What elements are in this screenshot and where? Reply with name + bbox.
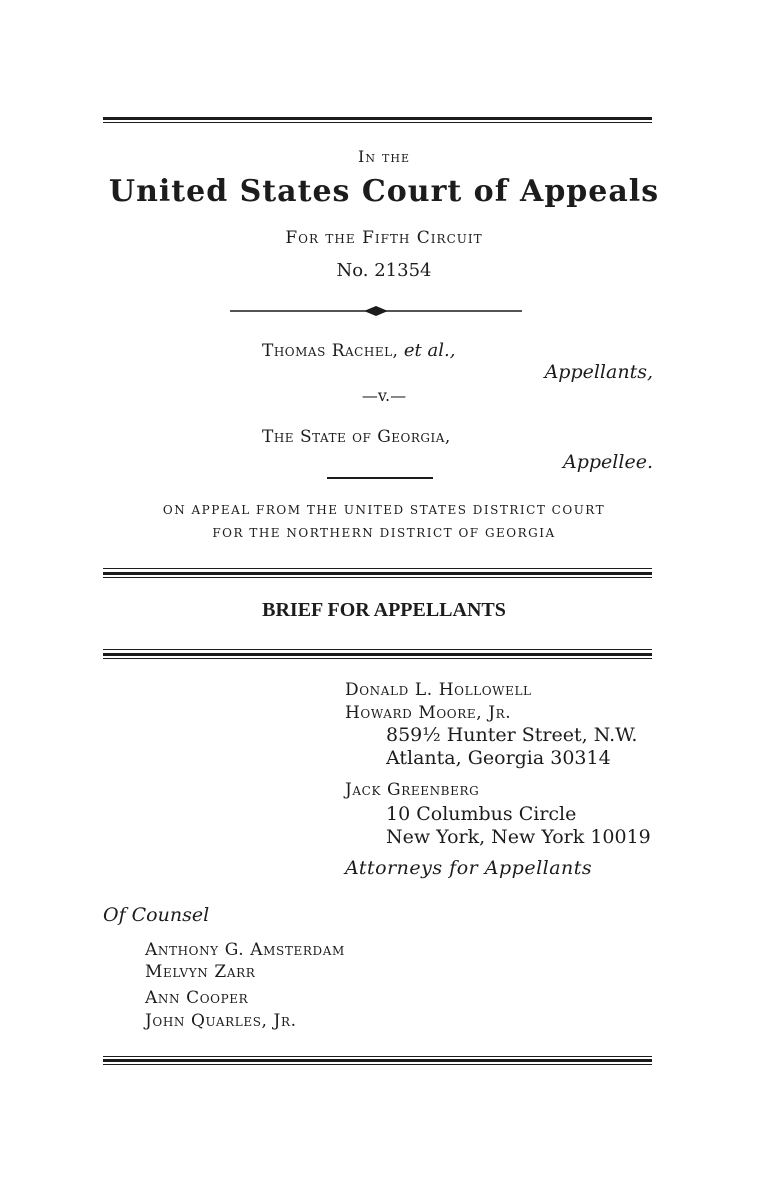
appellants-party (262, 340, 455, 361)
address-1-line-1: 859½ Hunter Street, N.W. (386, 724, 638, 746)
bottom-rule (103, 1054, 652, 1065)
appellants-name: Thomas Rachel, (262, 341, 399, 361)
appeal-line-1: ON APPEAL FROM THE UNITED STATES DISTRICT COURT (162, 503, 606, 517)
appellee-role: Appellee. (563, 451, 653, 473)
top-rule (103, 117, 652, 123)
ornament-divider (230, 305, 522, 317)
attorney-name-2: Howard Moore, Jr. (345, 703, 512, 723)
counsel-name: Melvyn Zarr (145, 962, 256, 982)
versus-label: —v.— (361, 386, 407, 405)
rule-above-title (103, 566, 652, 578)
short-divider (327, 477, 433, 479)
rule-below-title (103, 647, 652, 659)
brief-title: BRIEF FOR APPELLANTS (262, 599, 506, 621)
court-name: United States Court of Appeals (108, 174, 660, 209)
address-2-line-1: 10 Columbus Circle (386, 803, 577, 825)
attorney-name-1: Donald L. Hollowell (345, 680, 532, 700)
counsel-name: Ann Cooper (145, 988, 249, 1008)
address-1-line-2: Atlanta, Georgia 30314 (386, 747, 611, 769)
attorney-name-3: Jack Greenberg (345, 780, 480, 800)
appellants-etal: et al., (403, 340, 456, 361)
counsel-name: John Quarles, Jr. (145, 1011, 297, 1031)
circuit-label: For the Fifth Circuit (285, 228, 483, 248)
case-number: No. 21354 (336, 260, 432, 281)
counsel-name: Anthony G. Amsterdam (145, 940, 345, 960)
appeal-line-2: FOR THE NORTHERN DISTRICT OF GEORGIA (212, 526, 556, 540)
address-2-line-2: New York, New York 10019 (386, 826, 651, 848)
attorneys-role: Attorneys for Appellants (345, 857, 593, 879)
appellee-name: The State of Georgia, (262, 427, 451, 447)
of-counsel-label: Of Counsel (103, 904, 210, 926)
in-the-label: In the (358, 147, 410, 166)
appellants-role: Appellants, (544, 361, 653, 383)
